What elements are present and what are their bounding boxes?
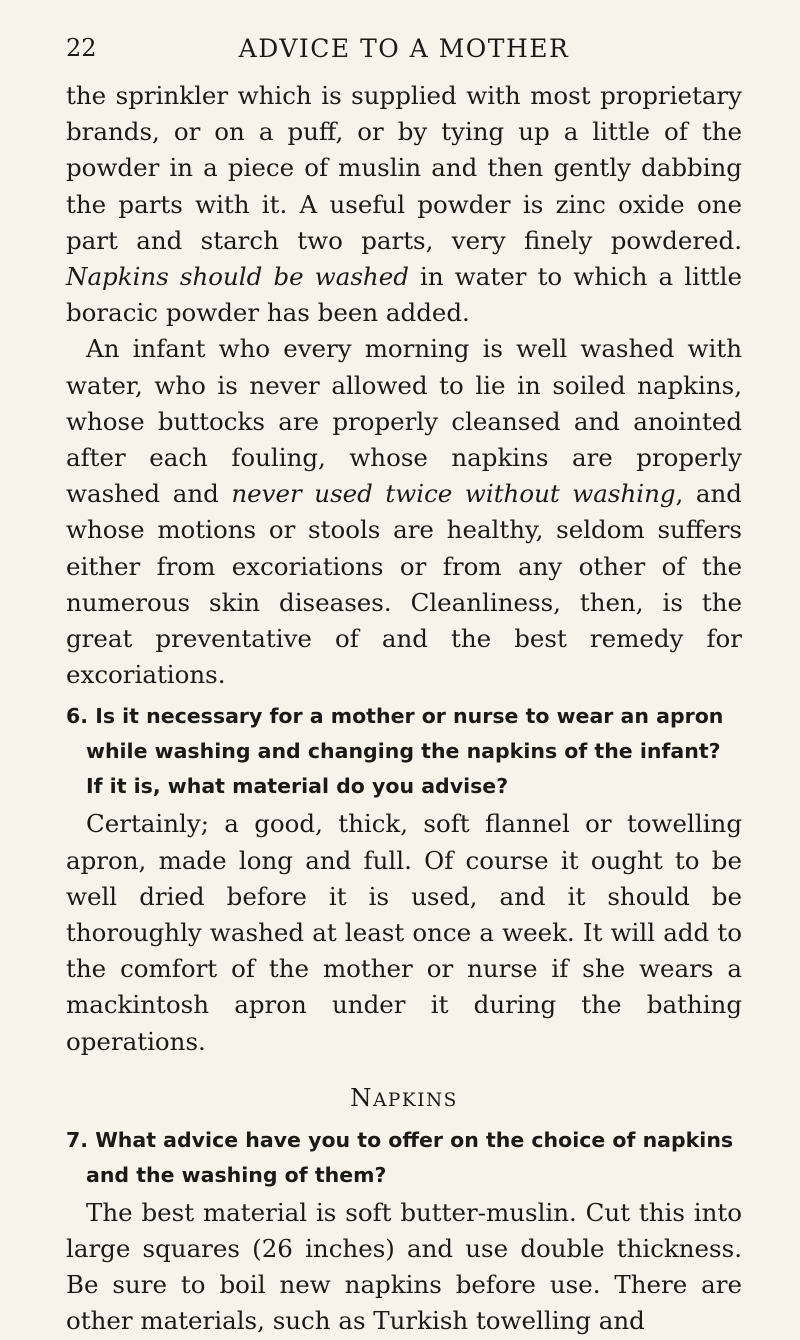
page-number: 22 <box>66 34 97 62</box>
question-7: 7. What advice have you to offer on the choice of napkins and the washing of them? <box>66 1127 734 1187</box>
question-6: 6. Is it necessary for a mother or nurse to wear an apron while washing and changing the napkins of the infant? If it is, what material do you advise? <box>66 704 724 799</box>
emphasis-text: Napkins should be washed <box>66 262 409 292</box>
emphasis-text: never used twice without washing <box>231 479 676 509</box>
paragraph-text: in water to which a little boracic powder has been added. <box>66 262 742 328</box>
section-heading-initial: N <box>350 1082 374 1112</box>
answer-7: The best material is soft butter-muslin. Cut this into large squares (26 inches) and use double thickness. Be sure to boil new napkins before use. There are other materials, such as Turkish towelling and <box>66 1197 742 1336</box>
page-header <box>66 34 742 74</box>
paragraph-text: the sprinkler which is supplied with most proprietary brands, or on a puff, or by tying up a little of the powder in a piece of muslin and then gently dabbing the parts with it. A useful powder is zinc oxide one part and starch two parts, very finely powdered. <box>66 81 742 255</box>
paragraph-text: , and whose motions or stools are healthy, seldom suffers either from excoriations or from any other of the numerous skin diseases. Cleanliness, then, is the great preventative of and the best remedy for excoriations. <box>66 479 742 690</box>
paragraph-text: An infant who every morning is well washed with water, who is never allowed to lie in soiled napkins, whose buttocks are properly cleansed and anointed after each fouling, whose napkins are properly washed and <box>66 334 742 509</box>
running-title: ADVICE TO A MOTHER <box>238 34 570 63</box>
paragraph-cleanliness <box>66 331 742 693</box>
section-heading-rest: APKINS <box>373 1089 458 1111</box>
paragraph-powder <box>66 78 742 331</box>
section-heading <box>66 1080 742 1119</box>
page-body <box>66 78 742 1340</box>
answer-6: Certainly; a good, thick, soft flannel or towelling apron, made long and full. Of course it ought to be well dried before it is used, and it should be thoroughly washed at least once a week. It will add to the comfort of the mother or nurse if she wears a mackintosh apron under it during the bathing operations. <box>66 809 742 1056</box>
